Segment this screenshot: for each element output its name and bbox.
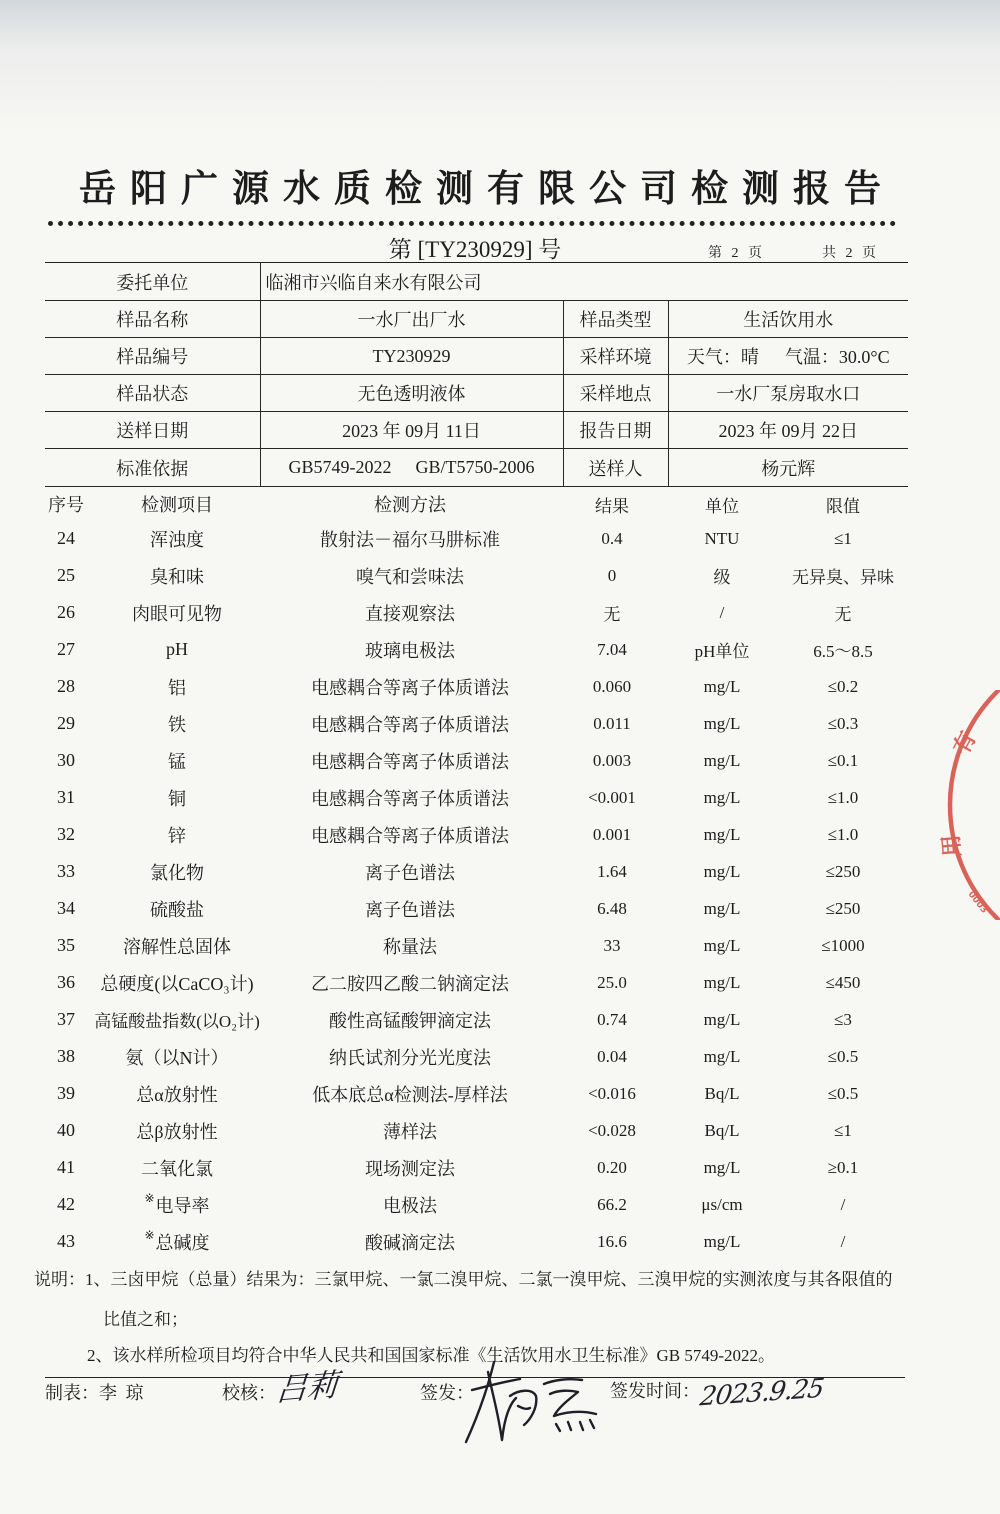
test-result: 0.011 bbox=[593, 713, 631, 733]
test-method: 薄样法 bbox=[383, 1121, 437, 1142]
sample-no-label: 样品编号 bbox=[45, 338, 260, 375]
result-unit: mg/L bbox=[703, 824, 741, 844]
test-method: 电感耦合等离子体质谱法 bbox=[311, 825, 509, 846]
info-row-sample-state bbox=[45, 375, 908, 412]
test-item bbox=[94, 1186, 260, 1223]
result-row bbox=[0, 964, 1000, 1001]
row-number: 30 bbox=[57, 750, 75, 770]
submitter-label: 送样人 bbox=[563, 449, 668, 487]
test-result: 0 bbox=[607, 565, 617, 585]
test-result: <0.016 bbox=[588, 1083, 636, 1103]
report-date-value: 2023 年 09月 22日 bbox=[668, 412, 908, 449]
result-unit: mg/L bbox=[703, 750, 741, 770]
header-item: 检测项目 bbox=[141, 495, 213, 515]
sampling-site-value: 一水厂泵房取水口 bbox=[668, 375, 908, 412]
limit-value: ≤1 bbox=[834, 1120, 852, 1140]
row-number: 41 bbox=[57, 1157, 75, 1177]
row-number: 26 bbox=[57, 602, 75, 622]
test-method: 电感耦合等离子体质谱法 bbox=[311, 788, 509, 809]
test-method: 散射法－福尔马肼标准 bbox=[320, 529, 500, 550]
info-row-sample-name bbox=[45, 301, 908, 338]
test-item: 肉眼可见物 bbox=[132, 603, 222, 624]
note-1-line-2: 比值之和； bbox=[103, 1310, 188, 1329]
result-row bbox=[0, 816, 1000, 853]
result-row bbox=[0, 927, 1000, 964]
test-method: 离子色谱法 bbox=[365, 899, 455, 920]
row-number: 35 bbox=[57, 935, 75, 955]
result-unit: mg/L bbox=[703, 713, 741, 733]
result-row bbox=[0, 1038, 1000, 1075]
limit-value: ≤0.3 bbox=[827, 713, 859, 733]
test-method: 纳氏试剂分光光度法 bbox=[329, 1047, 491, 1068]
test-item bbox=[94, 1223, 260, 1260]
issuer-signature bbox=[458, 1350, 603, 1448]
test-method: 电感耦合等离子体质谱法 bbox=[311, 677, 509, 698]
result-row bbox=[0, 520, 1000, 557]
test-item: 锰 bbox=[168, 751, 186, 772]
limit-value: ≤0.1 bbox=[827, 750, 859, 770]
test-result: 33 bbox=[603, 935, 621, 955]
test-method: 酸碱滴定法 bbox=[365, 1232, 455, 1253]
limit-value: / bbox=[840, 1231, 846, 1251]
issued-time-label: 签发时间： bbox=[610, 1381, 700, 1401]
row-number: 43 bbox=[57, 1231, 75, 1251]
note-1-line-1: 说明：1、三卤甲烷（总量）结果为：三氯甲烷、一氯二溴甲烷、二氯一溴甲烷、三溴甲烷的实测浓度与其各限值的 bbox=[34, 1270, 893, 1289]
row-number: 42 bbox=[57, 1194, 75, 1214]
row-number: 27 bbox=[57, 639, 75, 659]
info-row-standard bbox=[45, 449, 908, 487]
sampling-env-label: 采样环境 bbox=[563, 338, 668, 375]
test-method: 酸性高锰酸钾滴定法 bbox=[329, 1010, 491, 1031]
row-number: 39 bbox=[57, 1083, 75, 1103]
sample-type-label: 样品类型 bbox=[563, 301, 668, 338]
result-unit: mg/L bbox=[703, 972, 741, 992]
test-item: pH bbox=[166, 639, 188, 659]
test-result: 0.74 bbox=[597, 1009, 627, 1029]
result-row bbox=[0, 1075, 1000, 1112]
client-value: 临湘市兴临自来水有限公司 bbox=[260, 263, 908, 301]
result-row bbox=[0, 779, 1000, 816]
temperature-value: 气温：30.0°C bbox=[784, 347, 890, 367]
limit-value: ≤0.5 bbox=[827, 1046, 859, 1066]
sample-name-value: 一水厂出厂水 bbox=[260, 301, 563, 338]
limit-value: ≤450 bbox=[825, 972, 861, 992]
row-number: 31 bbox=[57, 787, 75, 807]
test-item: 锌 bbox=[168, 825, 186, 846]
test-item: 高锰酸盐指数(以O₂计) bbox=[94, 1012, 260, 1031]
limit-value: ≤1.0 bbox=[827, 787, 859, 807]
test-result: 0.001 bbox=[592, 824, 632, 844]
seal-text: 有 bbox=[949, 727, 982, 759]
header-unit: 单位 bbox=[705, 496, 739, 516]
limit-value: ≤1 bbox=[834, 528, 852, 548]
result-unit: NTU bbox=[704, 528, 740, 548]
test-result: 0.04 bbox=[597, 1046, 627, 1066]
result-row bbox=[0, 1001, 1000, 1038]
row-number: 36 bbox=[57, 972, 75, 992]
sample-type-value: 生活饮用水 bbox=[668, 301, 908, 338]
test-method: 直接观察法 bbox=[365, 603, 455, 624]
test-method: 玻璃电极法 bbox=[365, 640, 455, 661]
result-row bbox=[0, 557, 1000, 594]
reviewer-handwritten-name: 吕莉 bbox=[274, 1367, 340, 1409]
test-result: 25.0 bbox=[597, 972, 627, 992]
result-unit: mg/L bbox=[703, 1009, 741, 1029]
result-unit: mg/L bbox=[703, 787, 741, 807]
note-2: 2、该水样所检项目均符合中华人民共和国国家标准《生活饮用水卫生标准》GB 5749-2022。 bbox=[87, 1346, 776, 1365]
sample-state-label: 样品状态 bbox=[45, 375, 260, 412]
limit-value: ≤0.2 bbox=[827, 676, 859, 696]
test-item: 铁 bbox=[168, 714, 186, 735]
sampling-site-label: 采样地点 bbox=[563, 375, 668, 412]
page-number: 第 2 页 bbox=[708, 246, 765, 261]
test-item: 二氧化氯 bbox=[141, 1158, 213, 1179]
seal-text: 用 bbox=[939, 833, 966, 858]
result-row bbox=[0, 853, 1000, 890]
sample-state-value: 无色透明液体 bbox=[260, 375, 563, 412]
sample-name-label: 样品名称 bbox=[45, 301, 260, 338]
result-row bbox=[0, 668, 1000, 705]
test-method: 电感耦合等离子体质谱法 bbox=[311, 714, 509, 735]
test-result: 0.060 bbox=[592, 676, 632, 696]
footnote-mark: ※ bbox=[144, 1191, 155, 1205]
issued-time-handwritten: 2023.9.25 bbox=[698, 1373, 826, 1413]
test-method: 电感耦合等离子体质谱法 bbox=[311, 751, 509, 772]
submitter-value: 杨元辉 bbox=[668, 449, 908, 487]
test-item: 氨（以N计） bbox=[125, 1047, 229, 1068]
test-method: 离子色谱法 bbox=[365, 862, 455, 883]
paper-shading bbox=[0, 0, 1000, 130]
result-unit: Bq/L bbox=[704, 1083, 740, 1103]
limit-value: ≤0.5 bbox=[827, 1083, 859, 1103]
result-unit: mg/L bbox=[703, 898, 741, 918]
sampling-env-value bbox=[668, 338, 908, 375]
submit-date-label: 送样日期 bbox=[45, 412, 260, 449]
result-unit: mg/L bbox=[703, 1231, 741, 1251]
standard-2: GB/T5750-2006 bbox=[415, 457, 535, 477]
row-number: 28 bbox=[57, 676, 75, 696]
header-no: 序号 bbox=[48, 495, 84, 515]
title-divider bbox=[48, 221, 896, 226]
test-result: 0.20 bbox=[597, 1157, 627, 1177]
test-item: 溶解性总固体 bbox=[123, 936, 231, 957]
row-number: 38 bbox=[57, 1046, 75, 1066]
test-method: 电极法 bbox=[383, 1195, 437, 1216]
prepared-by-label: 制表： bbox=[45, 1383, 99, 1403]
result-unit: mg/L bbox=[703, 1157, 741, 1177]
info-row-client bbox=[45, 263, 908, 301]
standard-1: GB5749-2022 bbox=[288, 457, 392, 477]
test-result: 0.4 bbox=[601, 528, 623, 548]
page-total: 共 2 页 bbox=[822, 246, 879, 261]
result-unit: mg/L bbox=[703, 861, 741, 881]
result-unit: 级 bbox=[713, 568, 731, 587]
report-title: 岳阳广源水质检测有限公司检测报告 bbox=[79, 169, 895, 210]
test-item: 总β放射性 bbox=[136, 1121, 218, 1142]
results-table bbox=[0, 488, 1000, 1260]
test-item: 铜 bbox=[168, 788, 186, 809]
limit-value: 无异臭、异味 bbox=[792, 568, 894, 587]
report-number: 第 [TY230929] 号 bbox=[388, 237, 562, 262]
test-result: 1.64 bbox=[597, 861, 627, 881]
result-row bbox=[0, 1149, 1000, 1186]
standard-value bbox=[260, 449, 563, 487]
row-number: 34 bbox=[57, 898, 75, 918]
test-item: 硫酸盐 bbox=[150, 899, 204, 920]
result-row bbox=[0, 594, 1000, 631]
results-body bbox=[0, 488, 1000, 1260]
row-number: 29 bbox=[57, 713, 75, 733]
result-row bbox=[0, 1223, 1000, 1260]
test-item-text: 电导率 bbox=[155, 1195, 210, 1216]
official-seal bbox=[938, 690, 1000, 920]
test-item: 浑浊度 bbox=[150, 529, 204, 550]
result-unit: mg/L bbox=[703, 1046, 741, 1066]
weather-value: 天气：晴 bbox=[686, 347, 759, 367]
limit-value: ≤250 bbox=[825, 861, 861, 881]
seal-code: 0003 bbox=[965, 889, 989, 916]
reviewed-by-label: 校核： bbox=[222, 1383, 276, 1403]
result-unit: / bbox=[719, 602, 725, 622]
limit-value: ≤3 bbox=[834, 1009, 852, 1029]
test-method: 低本底总α检测法-厚样法 bbox=[312, 1084, 508, 1105]
result-row bbox=[0, 631, 1000, 668]
test-result: <0.028 bbox=[588, 1120, 636, 1140]
row-number: 32 bbox=[57, 824, 75, 844]
info-row-sample-no bbox=[45, 338, 908, 375]
test-item: 氯化物 bbox=[150, 862, 204, 883]
limit-value: 无 bbox=[834, 605, 852, 624]
test-item-text: 总碱度 bbox=[155, 1232, 210, 1253]
footnote-mark: ※ bbox=[144, 1228, 155, 1242]
result-row bbox=[0, 1112, 1000, 1149]
test-item: 臭和味 bbox=[150, 566, 204, 587]
limit-value: ≥0.1 bbox=[827, 1157, 859, 1177]
result-row bbox=[0, 890, 1000, 927]
test-method: 乙二胺四乙酸二钠滴定法 bbox=[311, 973, 509, 994]
prepared-by-name: 李 琼 bbox=[99, 1383, 146, 1403]
info-row-dates bbox=[45, 412, 908, 449]
header-result: 结果 bbox=[595, 496, 629, 516]
report-date-label: 报告日期 bbox=[563, 412, 668, 449]
row-number: 40 bbox=[57, 1120, 75, 1140]
test-item: 总α放射性 bbox=[136, 1084, 218, 1105]
result-unit: pH单位 bbox=[694, 642, 750, 661]
seal-ring bbox=[950, 690, 1000, 920]
test-method: 现场测定法 bbox=[365, 1158, 455, 1179]
row-number: 25 bbox=[57, 565, 75, 585]
result-row bbox=[0, 1186, 1000, 1223]
test-method: 嗅气和尝味法 bbox=[356, 566, 464, 587]
result-unit: μs/cm bbox=[701, 1194, 743, 1214]
submit-date-value: 2023 年 09月 11日 bbox=[260, 412, 563, 449]
result-unit: mg/L bbox=[703, 935, 741, 955]
result-row bbox=[0, 705, 1000, 742]
test-method: 称量法 bbox=[383, 936, 437, 957]
standard-label: 标准依据 bbox=[45, 449, 260, 487]
row-number: 37 bbox=[57, 1009, 75, 1029]
row-number: 24 bbox=[57, 528, 75, 548]
result-unit: mg/L bbox=[703, 676, 741, 696]
header-method: 检测方法 bbox=[374, 495, 446, 515]
test-result: 16.6 bbox=[597, 1231, 627, 1251]
limit-value: ≤1.0 bbox=[827, 824, 859, 844]
test-result: <0.001 bbox=[588, 787, 636, 807]
test-result: 66.2 bbox=[597, 1194, 627, 1214]
limit-value: 6.5～8.5 bbox=[813, 642, 873, 661]
result-row bbox=[0, 742, 1000, 779]
client-label: 委托单位 bbox=[45, 263, 260, 301]
limit-value: ≤1000 bbox=[821, 935, 865, 955]
result-unit: Bq/L bbox=[704, 1120, 740, 1140]
sample-info-table bbox=[45, 262, 908, 487]
test-result: 0.003 bbox=[592, 750, 632, 770]
test-item: 总硬度(以CaCO₃计) bbox=[100, 973, 254, 994]
row-number: 33 bbox=[57, 861, 75, 881]
test-result: 7.04 bbox=[597, 639, 627, 659]
test-item: 铝 bbox=[168, 677, 186, 698]
issued-by-label: 签发： bbox=[420, 1383, 474, 1403]
limit-value: / bbox=[840, 1194, 846, 1214]
header-limit: 限值 bbox=[826, 496, 860, 516]
limit-value: ≤250 bbox=[825, 898, 861, 918]
sample-no-value: TY230929 bbox=[260, 338, 563, 375]
test-result: 无 bbox=[603, 605, 621, 624]
test-result: 6.48 bbox=[597, 898, 627, 918]
